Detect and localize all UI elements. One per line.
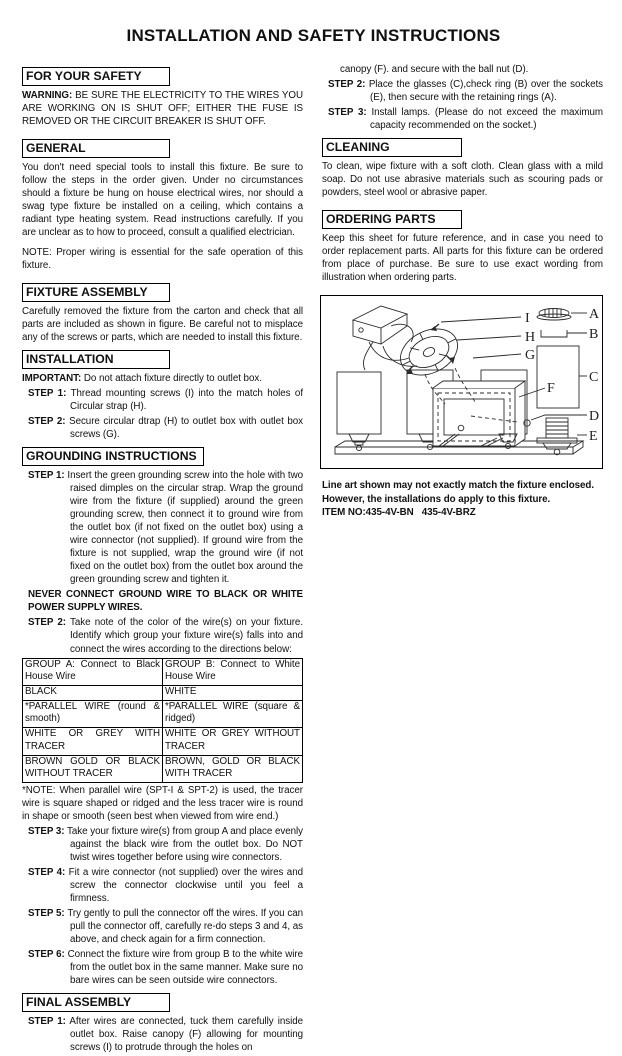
installation-step-2	[22, 415, 303, 441]
wire-group-table	[22, 658, 303, 784]
part-label-I: I	[525, 311, 530, 327]
section-heading-for-your-safety: FOR YOUR SAFETY	[22, 67, 170, 86]
circular-strap	[393, 320, 465, 384]
fixture-diagram-frame	[320, 295, 603, 469]
diagram-disclaimer	[322, 479, 603, 520]
glass-part	[537, 346, 579, 408]
page-title: INSTALLATION AND SAFETY INSTRUCTIONS	[126, 26, 501, 45]
step-label: STEP 2:	[28, 617, 67, 629]
section-heading-cleaning: CLEANING	[322, 138, 462, 157]
step-text: Connect the fixture wire from group B to the white wire from the outlet box in the same manner. Make sure no bare wires can be seen outside wire connectors.	[67, 949, 303, 987]
part-label-E: E	[589, 429, 598, 445]
leader-D	[531, 415, 587, 420]
table-row	[23, 658, 303, 685]
table-cell: *PARALLEL WIRE (round & smooth)	[23, 700, 163, 727]
glass-shade	[337, 372, 381, 434]
item-number: ITEM NO:435-4V-BN 435-4V-BRZ	[322, 507, 476, 519]
important-text: Do not attach fixture directly to outlet box.	[83, 373, 262, 385]
grounding-step-6	[22, 948, 303, 987]
general-body: You don't need special tools to install this fixture. Be sure to follow the steps in the order given. Under no circumstances should a fixture be hung on house electrical wires, nor should a swag type fixture be installed on a ceiling, which contains a radiant type heating system. Read instructions carefully. If you are unclear as to how to proceed, consult a qualified electrician.	[22, 162, 303, 239]
table-cell: *PARALLEL WIRE (square & ridged)	[163, 700, 303, 727]
installation-important	[22, 372, 303, 385]
section-heading-ordering-parts: ORDERING PARTS	[322, 210, 462, 229]
step-label: STEP 5:	[28, 908, 65, 920]
step-label: STEP 1:	[28, 388, 67, 400]
table-cell: BROWN, GOLD OR BLACK WITH TRACER	[163, 755, 303, 782]
table-row	[23, 755, 303, 782]
table-row	[23, 700, 303, 727]
section-heading-installation: INSTALLATION	[22, 350, 170, 369]
part-label-C: C	[589, 370, 599, 386]
step-label: STEP 2:	[28, 416, 66, 428]
leader-I	[441, 317, 521, 322]
table-cell: WHITE	[163, 685, 303, 700]
step-label: STEP 6:	[28, 949, 65, 961]
table-cell: BLACK	[23, 685, 163, 700]
general-note: NOTE: Proper wiring is essential for the safe operation of this fixture.	[22, 247, 303, 272]
step-text: Insert the green grounding screw into the hole with two raised dimples on the circular strap. Wrap the ground wire from the fixture (if supplied) around the green grounding screw, then connect it to ground wire from the outlet box (if not fixed on the outlet box) using a wire connector (not supplied). If ground wire from the fixture is not supplied, wrap the ground wire (if not fixed on the outlet box) from the outlet box around the green grounding screw and tighten it.	[67, 470, 303, 586]
fixture-line-art	[321, 296, 602, 468]
never-connect-warning: NEVER CONNECT GROUND WIRE TO BLACK OR WHITE POWER SUPPLY WIRES.	[28, 589, 303, 614]
table-row	[23, 728, 303, 755]
outlet-box	[353, 306, 407, 344]
warning-text: BE SURE THE ELECTRICITY TO THE WIRES YOU ARE WORKING ON IS SHUT OFF; EITHER THE FUSE IS REMOVED OR THE CIRCUIT BREAKER IS SHUT OFF.	[22, 90, 303, 128]
step-text: After wires are connected, tuck them carefully inside outlet box. Raise canopy (F) allowing for mounting screws (I) to protrude through the holes on	[69, 1016, 304, 1054]
leader-H	[457, 336, 521, 340]
step-label: STEP 3:	[328, 107, 367, 119]
table-cell: GROUP B: Connect to White House Wire	[163, 658, 303, 685]
left-column	[22, 63, 303, 1056]
grounding-step-2	[22, 616, 303, 655]
warning-label: WARNING:	[22, 90, 73, 101]
check-ring	[541, 330, 567, 337]
cleaning-body: To clean, wipe fixture with a soft cloth. Clean glass with a mild soap. Do not use abrasive materials such as scouring pads or powders, steel wool or abrasive paper.	[322, 161, 603, 199]
important-label: IMPORTANT:	[22, 373, 82, 385]
section-heading-general: GENERAL	[22, 139, 170, 158]
step-label: STEP 1:	[28, 1016, 66, 1028]
wire	[369, 342, 409, 360]
step-text: Install lamps. (Please do not exceed the maximum capacity recommended on the socket.)	[370, 107, 603, 132]
disclaimer-line-2: However, the installations do apply to this fixture.	[322, 493, 551, 505]
part-label-B: B	[589, 327, 599, 343]
final-assembly-step-2	[322, 78, 603, 104]
final-assembly-continuation: canopy (F). and secure with the ball nut (D).	[340, 64, 529, 75]
leader-F	[519, 388, 545, 397]
retaining-ring	[537, 308, 571, 320]
step-label: STEP 3:	[28, 826, 65, 838]
fixture-assembly-body: Carefully removed the fixture from the carton and check that all parts are included as shown in figure. Be careful not to misplace any of the screws or parts, which are needed to install this fixture.	[22, 306, 303, 344]
part-label-D: D	[589, 409, 600, 425]
step-text: Place the glasses (C),check ring (B) over the sockets (E), then secure with the retaining rings (A).	[368, 79, 603, 104]
table-cell: BROWN GOLD OR BLACK WITHOUT TRACER	[23, 755, 163, 782]
grounding-step-4	[22, 866, 303, 905]
final-assembly-step-3	[322, 106, 603, 132]
step-label: STEP 4:	[28, 867, 66, 879]
step-text: Take your fixture wire(s) from group A and place evenly against the black wire from the outlet box. Do NOT twist wires together before using wire connectors.	[67, 826, 303, 864]
warning-paragraph	[22, 89, 303, 128]
right-column	[322, 63, 603, 1056]
table-cell: WHITE OR GREY WITH TRACER	[23, 728, 163, 755]
final-assembly-step-1	[22, 1015, 303, 1054]
section-heading-final-assembly: FINAL ASSEMBLY	[22, 993, 170, 1012]
step-label: STEP 2:	[328, 79, 366, 91]
step-text: Fit a wire connector (not supplied) over the wires and screw the connector clockwise until you feel a firmness.	[68, 867, 303, 905]
step-text: Thread mounting screws (I) into the match holes of Circular strap (H).	[70, 388, 303, 413]
two-column-layout	[22, 63, 605, 1056]
part-label-H: H	[525, 330, 536, 346]
ordering-body: Keep this sheet for future reference, and in case you need to order replacement parts. All parts for this fixture can be ordered from place of purchase. Be sure to use exact wording from illustration when ordering parts.	[322, 233, 603, 284]
grounding-step-1	[22, 469, 303, 586]
socket	[537, 418, 577, 455]
part-label-A: A	[589, 307, 600, 323]
step-text: Secure circular dtrap (H) to outlet box with outlet box screws (G).	[69, 416, 303, 441]
part-label-G: G	[525, 348, 536, 364]
installation-step-1	[22, 387, 303, 413]
table-row	[23, 685, 303, 700]
disclaimer-line-1: Line art shown may not exactly match the fixture enclosed.	[322, 480, 595, 492]
section-heading-fixture-assembly: FIXTURE ASSEMBLY	[22, 283, 170, 302]
step-label: STEP 1:	[28, 470, 65, 482]
parallel-wire-note: *NOTE: When parallel wire (SPT-I & SPT-2) is used, the tracer wire is square shaped or ridged and the less tracer wire is round in shape or smooth (seen best when viewed from wire end.)	[22, 785, 303, 823]
grounding-step-5	[22, 907, 303, 946]
leader-G	[473, 354, 521, 358]
fixture-bar	[335, 447, 573, 454]
section-heading-grounding-instructions: GROUNDING INSTRUCTIONS	[22, 447, 204, 466]
part-label-F: F	[547, 381, 555, 397]
table-cell: WHITE OR GREY WITHOUT TRACER	[163, 728, 303, 755]
table-cell: GROUP A: Connect to Black House Wire	[23, 658, 163, 685]
step-text: Take note of the color of the wire(s) on your fixture. Identify which group your fixture wire(s) falls into and connect the wires according to the directions below:	[70, 617, 303, 655]
grounding-step-3	[22, 825, 303, 864]
step-text: Try gently to pull the connector off the wires. If you can pull the connector off, carefully re-do steps 3 and 4, as above, and check again for a firm connection.	[67, 908, 303, 946]
